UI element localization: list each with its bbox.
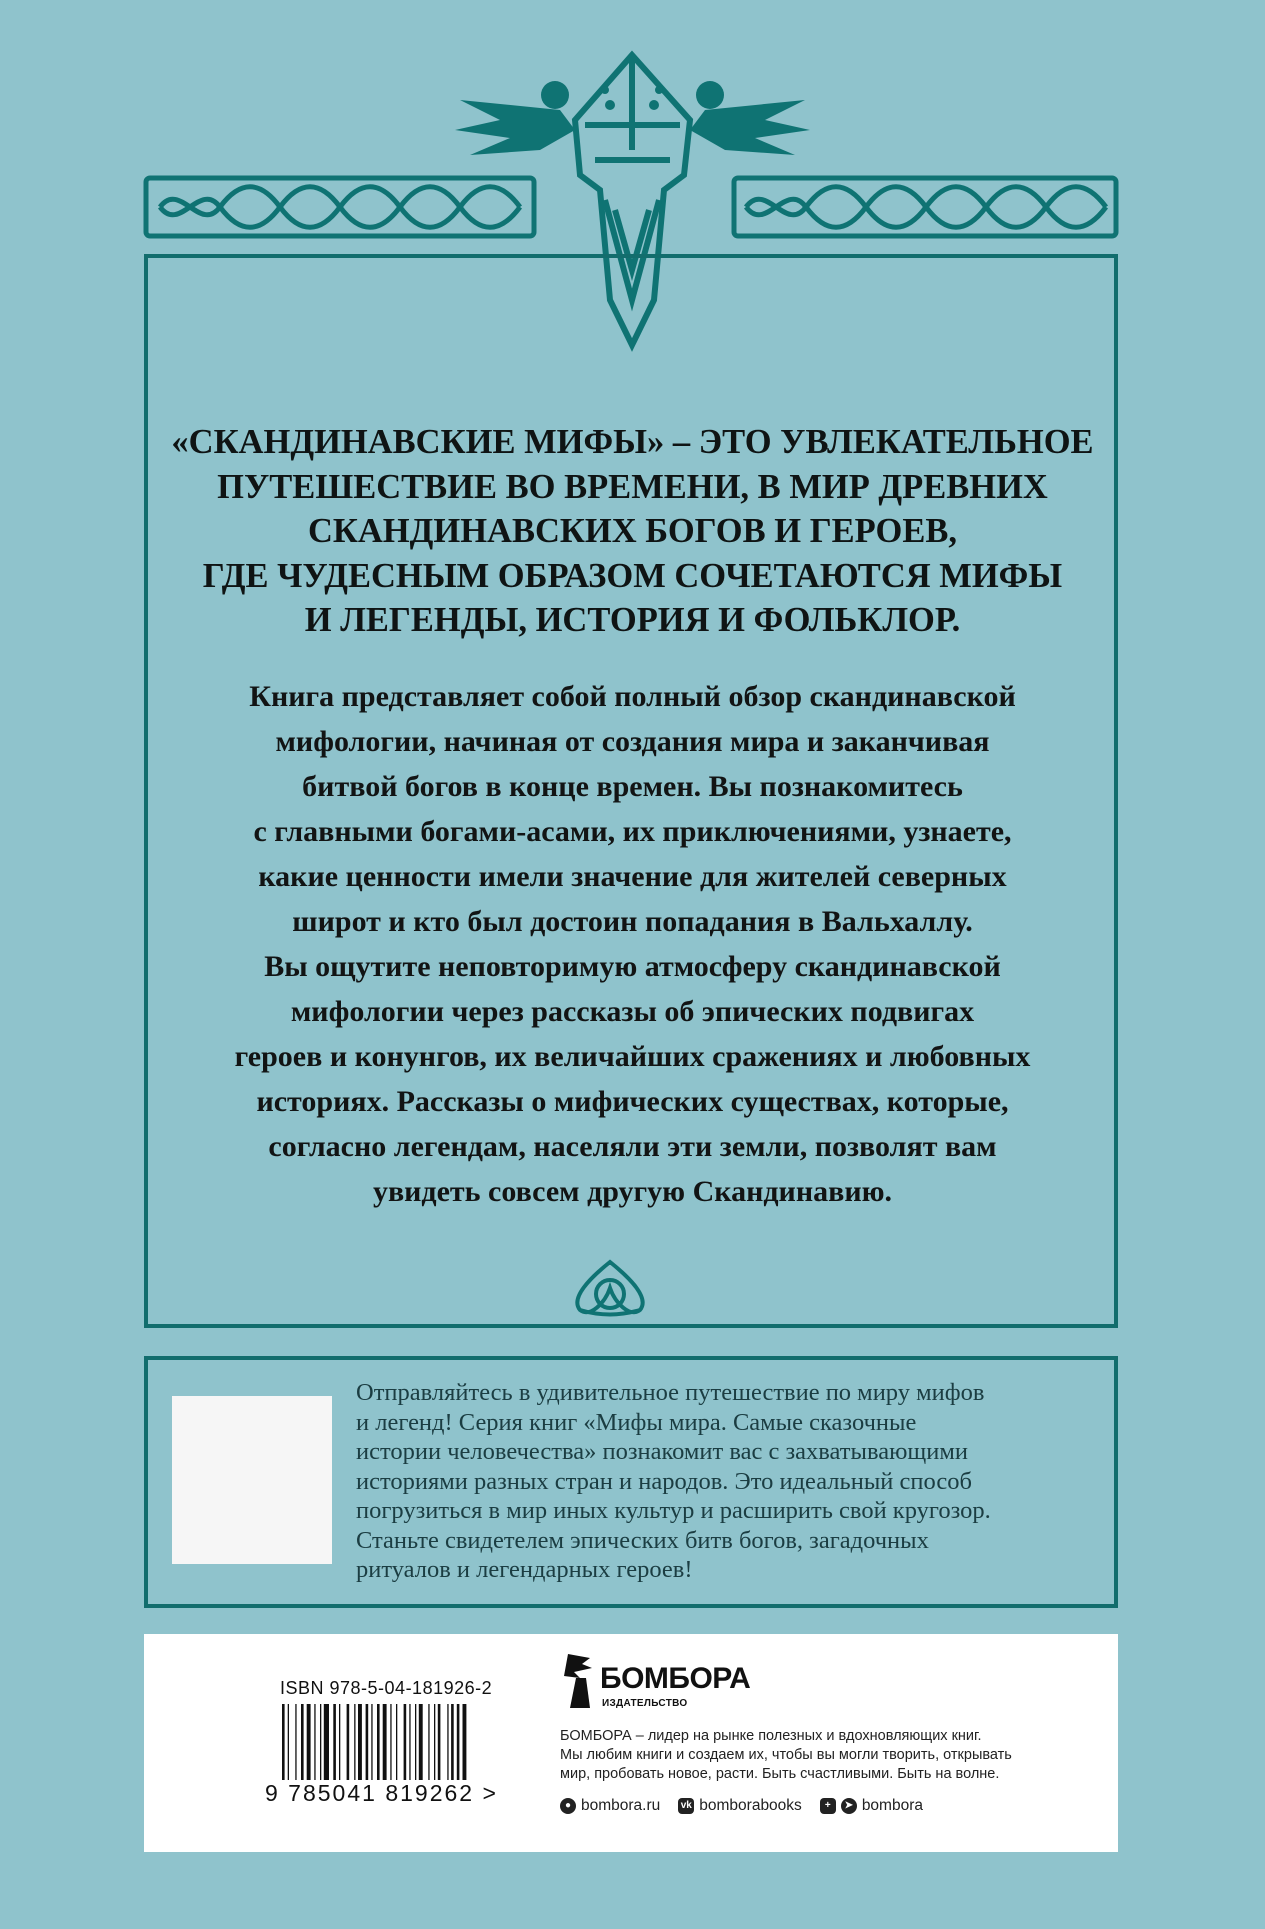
series-line: погрузиться в мир иных культур и расширить свой кругозор. xyxy=(356,1497,991,1524)
celtic-knot-icon xyxy=(560,1258,660,1318)
series-line: Отправляйтесь в удивительное путешествие по миру мифов xyxy=(356,1379,985,1406)
publisher-line: мир, пробовать новое, расти. Быть счастливыми. Быть на волне. xyxy=(560,1766,1000,1782)
description-line: битвой богов в конце времен. Вы познакомитесь xyxy=(302,770,963,803)
publisher-name: БОМБОРА xyxy=(600,1662,751,1695)
description-line: Книга представляет собой полный обзор скандинавской xyxy=(249,680,1016,713)
description-line: героев и конунгов, их величайших сражениях и любовных xyxy=(234,1040,1031,1073)
social-vk[interactable] xyxy=(678,1797,802,1815)
intro-line: «СКАНДИНАВСКИЕ МИФЫ» – ЭТО УВЛЕКАТЕЛЬНОЕ xyxy=(171,423,1094,461)
description-text xyxy=(150,674,1115,1214)
social-website[interactable] xyxy=(560,1797,660,1815)
publisher-line: БОМБОРА – лидер на рынке полезных и вдохновляющих книг. xyxy=(560,1728,982,1744)
description-line: мифологии, начиная от создания мира и заканчивая xyxy=(275,725,990,758)
social-label: bombora xyxy=(861,1797,923,1814)
series-image-placeholder xyxy=(172,1396,332,1564)
description-line: мифологии через рассказы об эпических подвигах xyxy=(290,995,975,1028)
plus-icon: + xyxy=(820,1798,836,1814)
social-links xyxy=(560,1797,923,1815)
description-line: широт и кто был достоин попадания в Вальхаллу. xyxy=(292,905,973,938)
social-telegram[interactable] xyxy=(820,1797,923,1815)
series-line: и легенд! Серия книг «Мифы мира. Самые сказочные xyxy=(356,1408,917,1436)
publisher-subtitle: ИЗДАТЕЛЬСТВО xyxy=(602,1698,688,1709)
series-line: Станьте свидетелем эпических битв богов, загадочных xyxy=(356,1526,929,1554)
description-line: какие ценности имели значение для жителей северных xyxy=(258,860,1007,893)
intro-line: ПУТЕШЕСТВИЕ ВО ВРЕМЕНИ, В МИР ДРЕВНИХ xyxy=(217,467,1048,506)
series-line: истории человечества» познакомит вас с захватывающими xyxy=(356,1438,968,1465)
description-line: историях. Рассказы о мифических существах, которые, xyxy=(256,1085,1009,1118)
series-line: историями разных стран и народов. Это идеальный способ xyxy=(356,1467,972,1495)
intro-line: СКАНДИНАВСКИХ БОГОВ И ГЕРОЕВ, xyxy=(307,512,958,550)
social-label: bombora.ru xyxy=(581,1797,661,1814)
vk-icon: vk xyxy=(678,1798,694,1814)
description-line: Вы ощутите неповторимую атмосферу скандинавской xyxy=(264,950,1001,983)
globe-icon: ● xyxy=(560,1798,576,1814)
telegram-icon: ➤ xyxy=(841,1798,857,1814)
intro-line: ГДЕ ЧУДЕСНЫМ ОБРАЗОМ СОЧЕТАЮТСЯ МИФЫ xyxy=(202,556,1063,595)
isbn-label: ISBN 978-5-04-181926-2 xyxy=(280,1678,493,1698)
publisher-line: Мы любим книги и создаем их, чтобы вы могли творить, открывать xyxy=(560,1747,1012,1763)
barcode-digits: 9 785041 819262 > xyxy=(265,1780,498,1806)
social-label: bomborabooks xyxy=(699,1797,802,1814)
intro-heading xyxy=(150,420,1115,643)
intro-line: И ЛЕГЕНДЫ, ИСТОРИЯ И ФОЛЬКЛОР. xyxy=(304,601,961,639)
description-line: увидеть совсем другую Скандинавию. xyxy=(372,1175,893,1208)
description-line: с главными богами-асами, их приключениями, узнаете, xyxy=(253,815,1012,848)
publisher-description xyxy=(560,1727,1090,1784)
series-line: ритуалов и легендарных героев! xyxy=(356,1556,693,1583)
series-description xyxy=(356,1378,1096,1585)
bombora-logo-icon xyxy=(560,1652,600,1710)
description-line: согласно легендам, населяли эти земли, позволят вам xyxy=(268,1130,997,1163)
